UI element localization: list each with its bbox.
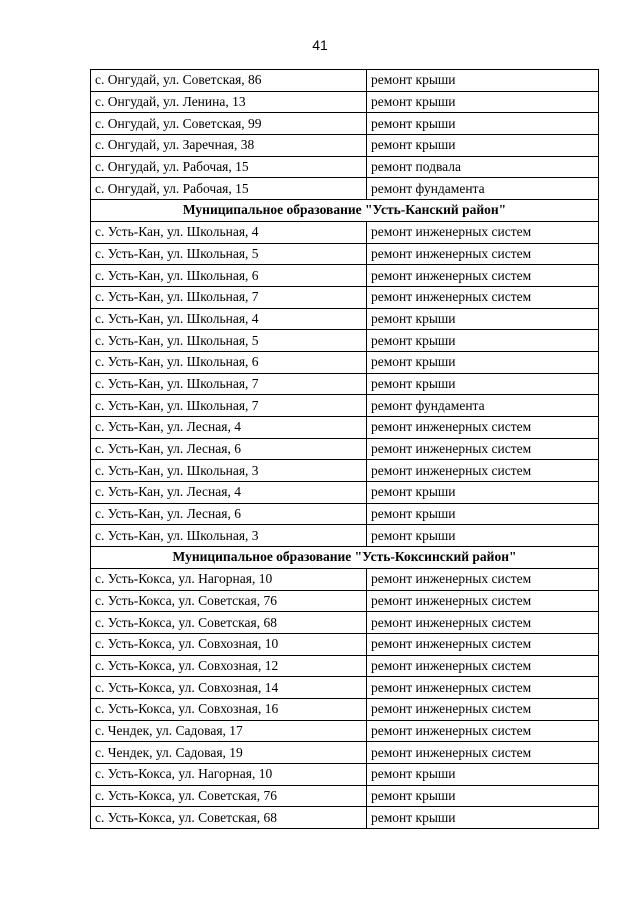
section-title: Муниципальное образование "Усть-Канский район" bbox=[91, 200, 599, 222]
address-cell: с. Усть-Кокса, ул. Нагорная, 10 bbox=[91, 568, 367, 590]
table-row bbox=[91, 633, 599, 655]
table-row bbox=[91, 373, 599, 395]
address-cell: с. Онгудай, ул. Заречная, 38 bbox=[91, 135, 367, 157]
address-cell: с. Онгудай, ул. Рабочая, 15 bbox=[91, 156, 367, 178]
work-type-cell: ремонт инженерных систем bbox=[367, 698, 599, 720]
table-row bbox=[91, 265, 599, 287]
table-row bbox=[91, 70, 599, 92]
address-cell: с. Чендек, ул. Садовая, 19 bbox=[91, 742, 367, 764]
work-type-cell: ремонт инженерных систем bbox=[367, 612, 599, 634]
work-type-cell: ремонт крыши bbox=[367, 330, 599, 352]
table-row bbox=[91, 764, 599, 786]
address-cell: с. Онгудай, ул. Советская, 86 bbox=[91, 70, 367, 92]
work-type-cell: ремонт инженерных систем bbox=[367, 590, 599, 612]
table-row bbox=[91, 308, 599, 330]
table-row bbox=[91, 568, 599, 590]
address-cell: с. Усть-Кан, ул. Школьная, 4 bbox=[91, 221, 367, 243]
table-row bbox=[91, 742, 599, 764]
address-cell: с. Усть-Кокса, ул. Совхозная, 10 bbox=[91, 633, 367, 655]
table-row bbox=[91, 590, 599, 612]
table-row bbox=[91, 525, 599, 547]
address-cell: с. Усть-Кокса, ул. Совхозная, 12 bbox=[91, 655, 367, 677]
work-type-cell: ремонт крыши bbox=[367, 91, 599, 113]
work-type-cell: ремонт инженерных систем bbox=[367, 677, 599, 699]
work-type-cell: ремонт крыши bbox=[367, 503, 599, 525]
work-type-cell: ремонт крыши bbox=[367, 308, 599, 330]
table-row bbox=[91, 286, 599, 308]
address-cell: с. Усть-Кокса, ул. Совхозная, 16 bbox=[91, 698, 367, 720]
address-cell: с. Усть-Кан, ул. Лесная, 4 bbox=[91, 417, 367, 439]
table-row bbox=[91, 698, 599, 720]
address-cell: с. Усть-Кан, ул. Лесная, 6 bbox=[91, 503, 367, 525]
work-type-cell: ремонт подвала bbox=[367, 156, 599, 178]
repair-table-body bbox=[91, 70, 599, 829]
table-row bbox=[91, 135, 599, 157]
work-type-cell: ремонт фундамента bbox=[367, 395, 599, 417]
table-row bbox=[91, 503, 599, 525]
work-type-cell: ремонт крыши bbox=[367, 785, 599, 807]
table-row bbox=[91, 330, 599, 352]
work-type-cell: ремонт инженерных систем bbox=[367, 265, 599, 287]
work-type-cell: ремонт инженерных систем bbox=[367, 460, 599, 482]
work-type-cell: ремонт фундамента bbox=[367, 178, 599, 200]
section-header-row bbox=[91, 200, 599, 222]
table-row bbox=[91, 720, 599, 742]
address-cell: с. Усть-Кан, ул. Школьная, 3 bbox=[91, 460, 367, 482]
work-type-cell: ремонт инженерных систем bbox=[367, 720, 599, 742]
work-type-cell: ремонт крыши bbox=[367, 525, 599, 547]
work-type-cell: ремонт инженерных систем bbox=[367, 633, 599, 655]
work-type-cell: ремонт инженерных систем bbox=[367, 286, 599, 308]
work-type-cell: ремонт крыши bbox=[367, 764, 599, 786]
address-cell: с. Усть-Кан, ул. Школьная, 5 bbox=[91, 330, 367, 352]
table-row bbox=[91, 785, 599, 807]
table-row bbox=[91, 395, 599, 417]
table-row bbox=[91, 677, 599, 699]
work-type-cell: ремонт крыши bbox=[367, 113, 599, 135]
work-type-cell: ремонт инженерных систем bbox=[367, 438, 599, 460]
address-cell: с. Усть-Кокса, ул. Советская, 76 bbox=[91, 785, 367, 807]
work-type-cell: ремонт инженерных систем bbox=[367, 742, 599, 764]
table-row bbox=[91, 156, 599, 178]
page-number: 41 bbox=[312, 37, 328, 53]
table-row bbox=[91, 438, 599, 460]
work-type-cell: ремонт инженерных систем bbox=[367, 655, 599, 677]
address-cell: с. Усть-Кокса, ул. Нагорная, 10 bbox=[91, 764, 367, 786]
work-type-cell: ремонт крыши bbox=[367, 373, 599, 395]
address-cell: с. Усть-Кан, ул. Школьная, 6 bbox=[91, 351, 367, 373]
address-cell: с. Усть-Кокса, ул. Советская, 68 bbox=[91, 612, 367, 634]
work-type-cell: ремонт крыши bbox=[367, 482, 599, 504]
table-row bbox=[91, 655, 599, 677]
table-row bbox=[91, 91, 599, 113]
address-cell: с. Онгудай, ул. Советская, 99 bbox=[91, 113, 367, 135]
table-row bbox=[91, 113, 599, 135]
table-row bbox=[91, 807, 599, 829]
address-cell: с. Усть-Кокса, ул. Советская, 68 bbox=[91, 807, 367, 829]
address-cell: с. Усть-Кан, ул. Лесная, 6 bbox=[91, 438, 367, 460]
table-row bbox=[91, 460, 599, 482]
table-row bbox=[91, 417, 599, 439]
work-type-cell: ремонт крыши bbox=[367, 135, 599, 157]
work-type-cell: ремонт инженерных систем bbox=[367, 221, 599, 243]
table-row bbox=[91, 221, 599, 243]
work-type-cell: ремонт инженерных систем bbox=[367, 568, 599, 590]
address-cell: с. Усть-Кан, ул. Школьная, 7 bbox=[91, 286, 367, 308]
repair-table bbox=[90, 69, 599, 829]
section-title: Муниципальное образование "Усть-Коксинский район" bbox=[91, 547, 599, 569]
address-cell: с. Усть-Кокса, ул. Совхозная, 14 bbox=[91, 677, 367, 699]
table-row bbox=[91, 243, 599, 265]
address-cell: с. Усть-Кан, ул. Школьная, 7 bbox=[91, 395, 367, 417]
address-cell: с. Онгудай, ул. Ленина, 13 bbox=[91, 91, 367, 113]
address-cell: с. Онгудай, ул. Рабочая, 15 bbox=[91, 178, 367, 200]
work-type-cell: ремонт инженерных систем bbox=[367, 243, 599, 265]
address-cell: с. Усть-Кан, ул. Школьная, 6 bbox=[91, 265, 367, 287]
address-cell: с. Усть-Кокса, ул. Советская, 76 bbox=[91, 590, 367, 612]
table-row bbox=[91, 482, 599, 504]
address-cell: с. Усть-Кан, ул. Школьная, 7 bbox=[91, 373, 367, 395]
section-header-row bbox=[91, 547, 599, 569]
work-type-cell: ремонт крыши bbox=[367, 70, 599, 92]
address-cell: с. Усть-Кан, ул. Школьная, 5 bbox=[91, 243, 367, 265]
table-row bbox=[91, 178, 599, 200]
address-cell: с. Чендек, ул. Садовая, 17 bbox=[91, 720, 367, 742]
table-row bbox=[91, 351, 599, 373]
work-type-cell: ремонт крыши bbox=[367, 351, 599, 373]
address-cell: с. Усть-Кан, ул. Лесная, 4 bbox=[91, 482, 367, 504]
work-type-cell: ремонт крыши bbox=[367, 807, 599, 829]
table-row bbox=[91, 612, 599, 634]
address-cell: с. Усть-Кан, ул. Школьная, 3 bbox=[91, 525, 367, 547]
address-cell: с. Усть-Кан, ул. Школьная, 4 bbox=[91, 308, 367, 330]
work-type-cell: ремонт инженерных систем bbox=[367, 417, 599, 439]
